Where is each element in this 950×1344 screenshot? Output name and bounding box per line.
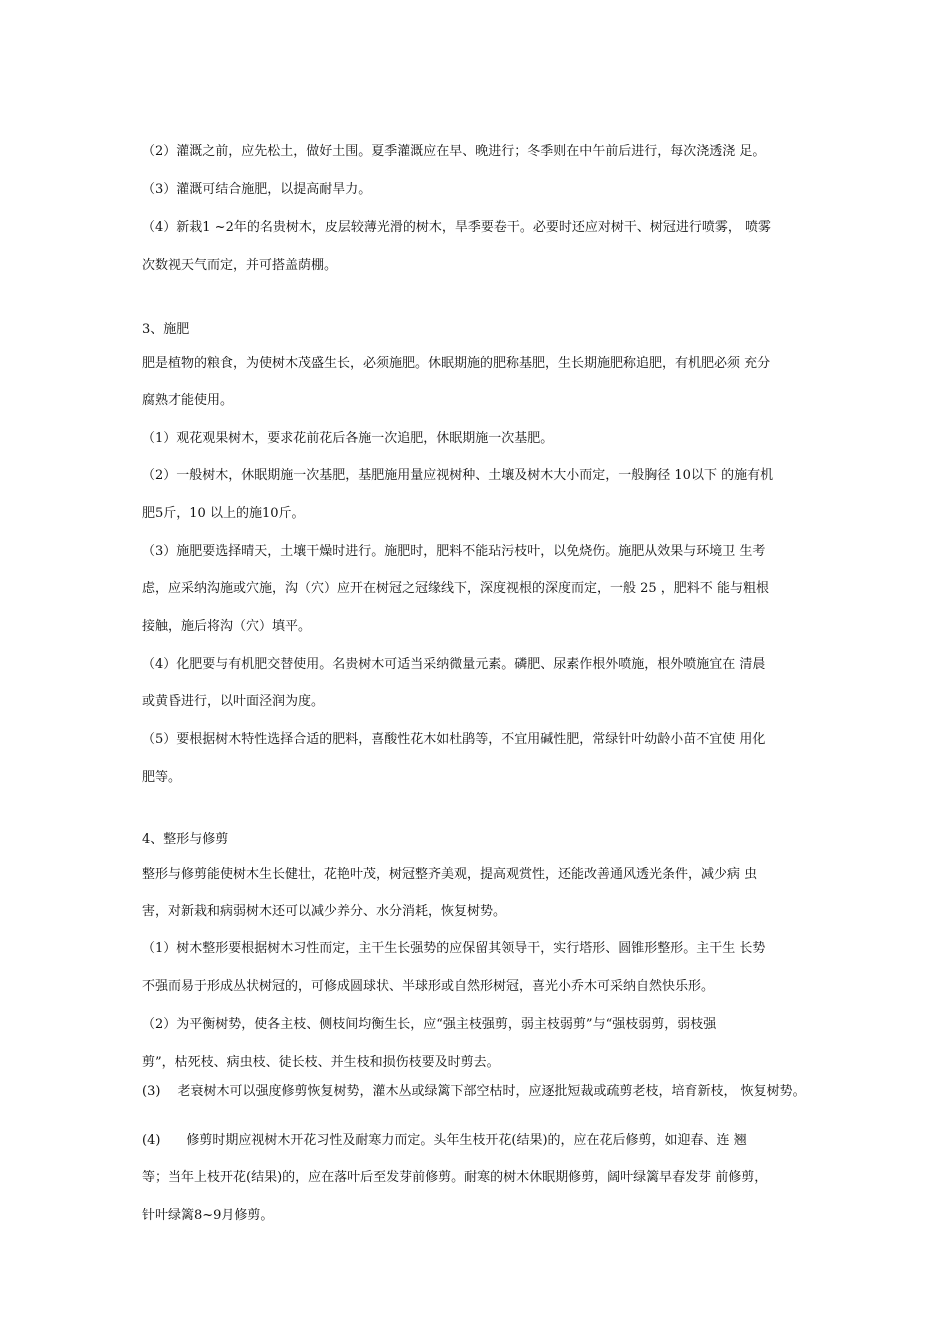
text-line: （1）观花观果树木，要求花前花后各施一次追肥，休眠期施一次基肥。 xyxy=(142,431,554,446)
text-line: 不强而易于形成丛状树冠的，可修成圆球状、半球形或自然形树冠，喜光小乔木可采纳自然快乐形。 xyxy=(142,979,715,994)
text-line: （3）灌溉可结合施肥，以提高耐旱力。 xyxy=(142,182,372,197)
text-line: （4）新栽1 ~2年的名贵树木，皮层较薄光滑的树木，旱季要卷干。必要时还应对树干、树冠进行喷雾， 喷雾 xyxy=(142,220,771,235)
text-line: （3）施肥要选择晴天，土壤干燥时进行。施肥时，肥料不能玷污枝叶，以免烧伤。施肥从效果与环境卫 生考 xyxy=(142,544,766,559)
section-heading: 3、施肥 xyxy=(142,322,190,337)
text-line: 剪”，枯死枝、病虫枝、徒长枝、并生枝和损伤枝要及时剪去。 xyxy=(142,1055,500,1070)
text-line: 针叶绿篱8~9月修剪。 xyxy=(142,1208,274,1223)
text-line: （1）树木整形要根据树木习性而定，主干生长强势的应保留其领导干，实行塔形、圆锥形整形。主干生 长势 xyxy=(142,941,766,956)
text-line: 次数视天气而定，并可搭盖荫棚。 xyxy=(142,258,338,273)
text-line: （5）要根据树木特性选择合适的肥料，喜酸性花木如杜鹃等，不宜用碱性肥，常绿针叶幼龄小苗不宜使 用化 xyxy=(142,732,766,747)
text-line: 接触，施后将沟（穴）填平。 xyxy=(142,619,312,634)
section-heading: 4、整形与修剪 xyxy=(142,832,229,847)
text-line: （4）化肥要与有机肥交替使用。名贵树木可适当采纳微量元素。磷肥、尿素作根外喷施，根外喷施宜在 清晨 xyxy=(142,657,766,672)
text-line: 肥等。 xyxy=(142,770,182,785)
text-line: 虑，应采纳沟施或穴施，沟（穴）应开在树冠之冠缘线下，深度视根的深度而定，一般 25 ，肥料不 能与粗根 xyxy=(142,581,769,596)
text-line: (4) 修剪时期应视树木开花习性及耐寒力而定。头年生枝开花(结果)的，应在花后修剪，如迎春、连 翘 xyxy=(142,1133,747,1148)
text-line: （2）一般树木，休眠期施一次基肥，基肥施用量应视树种、土壤及树木大小而定，一般胸径 10以下 的施有机 xyxy=(142,468,774,483)
text-line: 或黄昏进行，以叶面泾润为度。 xyxy=(142,694,325,709)
text-line: 肥是植物的粮食，为使树木茂盛生长，必须施肥。休眠期施的肥称基肥，生长期施肥称追肥，有机肥必须 充分 xyxy=(142,356,771,371)
text-line: (3) 老衰树木可以强度修剪恢复树势，灌木丛或绿篱下部空枯时，应逐批短裁或疏剪老枝，培育新枝， 恢复树势。 xyxy=(142,1084,806,1099)
text-line: （2）为平衡树势，使各主枝、侧枝间均衡生长，应“强主枝强剪，弱主枝弱剪”与“强枝弱剪，弱枝强 xyxy=(142,1017,717,1032)
text-line: 腐熟才能使用。 xyxy=(142,393,234,408)
text-line: 害，对新栽和病弱树木还可以减少养分、水分消耗，恢复树势。 xyxy=(142,904,507,919)
text-line: 整形与修剪能使树木生长健壮，花艳叶茂，树冠整齐美观，提高观赏性，还能改善通风透光条件，减少病 虫 xyxy=(142,867,758,882)
text-line: 肥5斤，10 以上的施10斤。 xyxy=(142,506,305,521)
text-line: （2）灌溉之前，应先松土，做好土围。夏季灌溉应在早、晚进行；冬季则在中午前后进行，每次浇透浇 足。 xyxy=(142,144,766,159)
text-line: 等；当年上枝开花(结果)的，应在落叶后至发芽前修剪。耐寒的树木休眠期修剪，阔叶绿篱早春发芽 前修剪， xyxy=(142,1170,768,1185)
